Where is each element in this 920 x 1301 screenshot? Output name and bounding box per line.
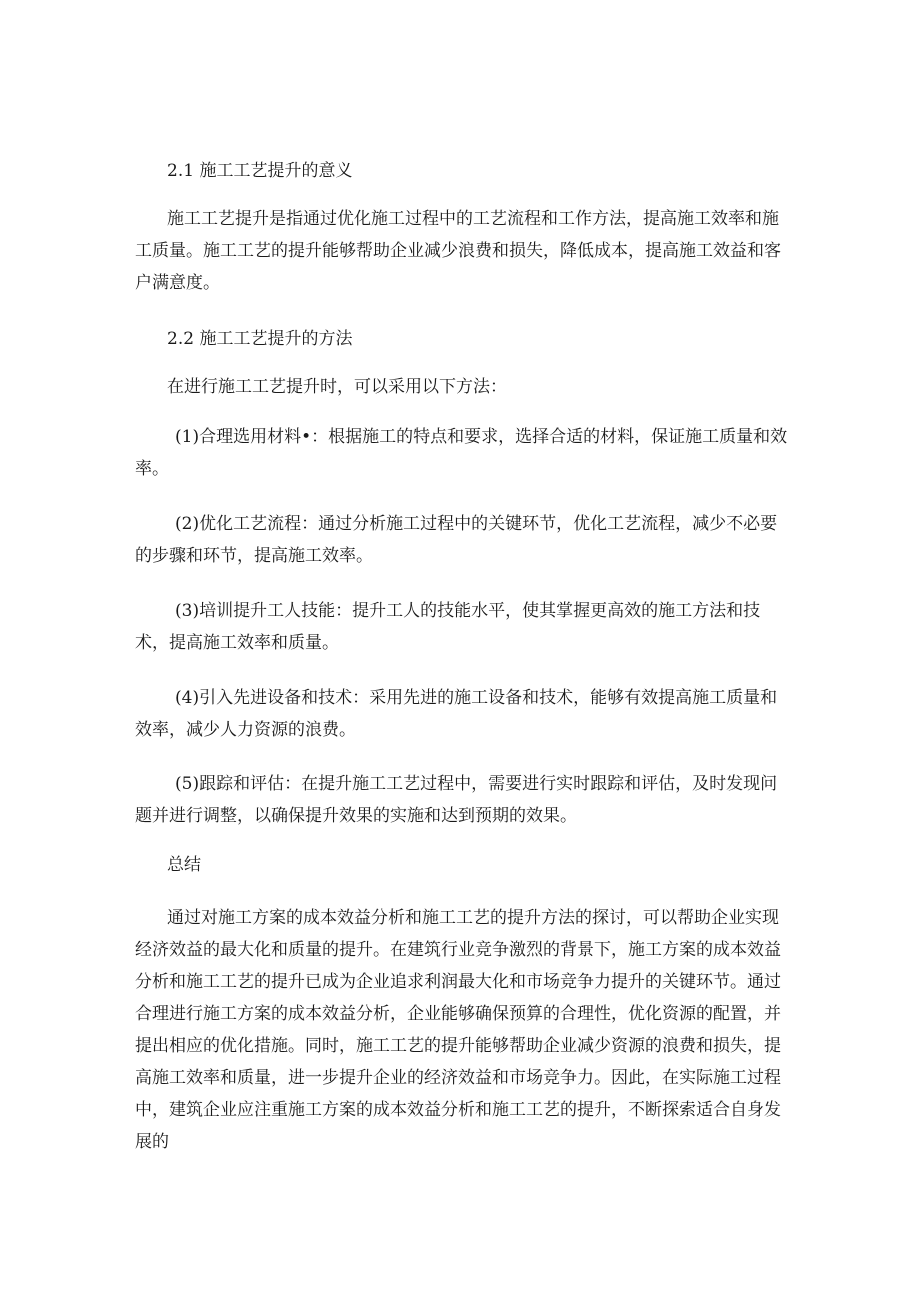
section-heading-2-1: 2.1 施工工艺提升的意义	[167, 161, 353, 181]
summary-paragraph: 通过对施工方案的成本效益分析和施工工艺的提升方法的探讨，可以帮助企业实现经济效益的最大化和质量的提升。在建筑行业竞争激烈的背景下，施工方案的成本效益分析和施工工艺的提升已成为企业追求利润最大化和市场竞争力提升的关键环节。通过合理进行施工方案的成本效益分析，企业能够确保预算的合理性，优化资源的配置，并提出相应的优化措施。同时，施工工艺的提升能够帮助企业减少资源的浪费和损失，提高施工效率和质量，进一步提升企业的经济效益和市场竞争力。因此，在实际施工过程中，建筑企业应注重施工方案的成本效益分析和施工工艺的提升，不断探索适合自身发展的	[135, 908, 781, 1152]
section-2-2-intro: 在进行施工工艺提升时，可以采用以下方法：	[167, 377, 507, 397]
method-item-5: (5)跟踪和评估：在提升施工工艺过程中，需要进行实时跟踪和评估，及时发现问题并进行调整，以确保提升效果的实施和达到预期的效果。	[135, 774, 778, 826]
method-item-4: (4)引入先进设备和技术：采用先进的施工设备和技术，能够有效提高施工质量和效率，减少人力资源的浪费。	[135, 688, 778, 740]
summary-heading: 总结	[167, 855, 201, 875]
method-item-1: (1)合理选用材料•：根据施工的特点和要求，选择合适的材料，保证施工质量和效率。	[135, 427, 788, 479]
method-item-2: (2)优化工艺流程：通过分析施工过程中的关键环节，优化工艺流程，减少不必要的步骤和环节，提高施工效率。	[135, 514, 778, 566]
method-item-3: (3)培训提升工人技能：提升工人的技能水平，使其掌握更高效的施工方法和技术，提高施工效率和质量。	[135, 601, 761, 653]
section-heading-2-2: 2.2 施工工艺提升的方法	[167, 329, 353, 349]
section-2-1-paragraph: 施工工艺提升是指通过优化施工过程中的工艺流程和工作方法，提高施工效率和施工质量。施工工艺的提升能够帮助企业减少浪费和损失，降低成本，提高施工效益和客户满意度。	[135, 209, 781, 293]
